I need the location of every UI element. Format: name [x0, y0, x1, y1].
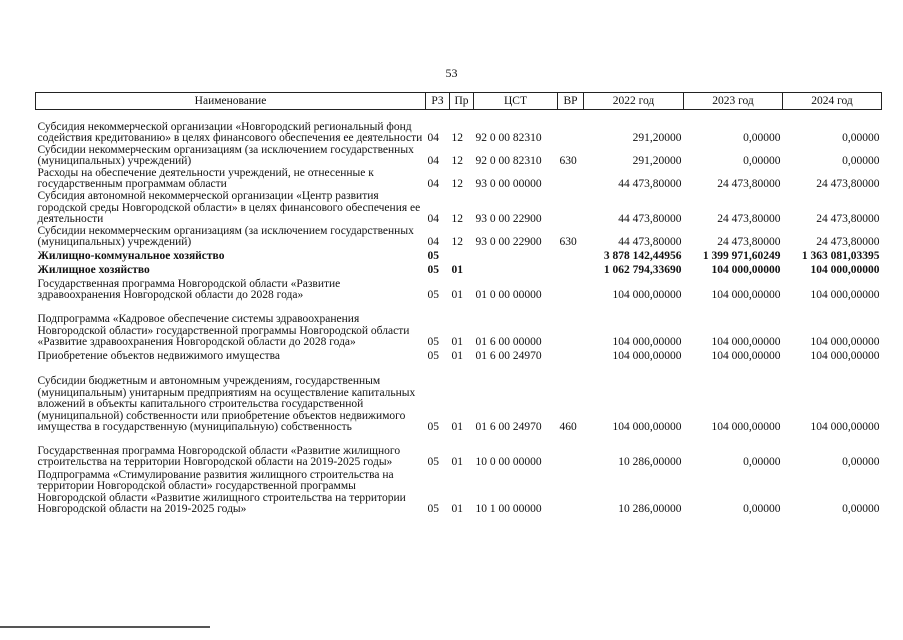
cell-2023: 0,00000 — [743, 456, 781, 468]
cell-2024: 0,00000 — [842, 503, 880, 515]
cell-2022: 104 000,00000 — [612, 421, 682, 433]
cell-vr — [558, 302, 584, 349]
cell-vr — [558, 434, 584, 469]
cell-cst: 93 0 00 22900 — [475, 236, 542, 248]
cell-pr: 01 — [451, 421, 463, 433]
table-row — [36, 434, 882, 469]
cell-cst — [474, 263, 558, 277]
cell-cst — [474, 249, 558, 263]
cell-cst: 92 0 00 82310 — [475, 155, 542, 167]
cell-vr — [558, 469, 584, 516]
cell-vr — [558, 263, 584, 277]
cell-rz: 05 — [427, 350, 439, 362]
cell-vr — [558, 249, 584, 263]
cell-2024: 24 473,80000 — [816, 178, 880, 190]
table-row — [36, 249, 882, 263]
cell-cst: 01 0 00 00000 — [475, 289, 542, 301]
cell-pr: 12 — [451, 155, 463, 167]
table-row — [36, 277, 882, 302]
cell-2024: 0,00000 — [842, 456, 880, 468]
header-rz: РЗ — [426, 93, 450, 110]
cell-2022: 44 473,80000 — [618, 236, 682, 248]
cell-2022: 104 000,00000 — [612, 350, 682, 362]
cell-cst: 10 1 00 00000 — [475, 503, 542, 515]
cell-2022: 44 473,80000 — [618, 178, 682, 190]
cell-2024: 24 473,80000 — [816, 213, 880, 225]
cell-2023: 0,00000 — [743, 155, 781, 167]
page-number: 53 — [445, 66, 458, 80]
cell-name: Субсидии некоммерческим организациям (за исключением государственных (муниципальных) учреждений) — [37, 143, 414, 167]
cell-cst: 10 0 00 00000 — [475, 456, 542, 468]
cell-rz: 04 — [427, 236, 439, 248]
cell-pr: 01 — [451, 264, 463, 276]
cell-2023: 24 473,80000 — [717, 213, 781, 225]
cell-2024: 104 000,00000 — [810, 289, 880, 301]
cell-vr — [558, 277, 584, 302]
cell-2023: 104 000,00000 — [711, 289, 781, 301]
cell-rz: 04 — [427, 132, 439, 144]
table-row — [36, 349, 882, 363]
cell-name: Государственная программа Новгородской области «Развитие здравоохранения Новгородской области до 2028 года» — [37, 277, 341, 301]
cell-2023: 104 000,00000 — [711, 264, 781, 276]
cell-pr: 12 — [451, 213, 463, 225]
table-body — [36, 110, 882, 516]
budget-table — [35, 92, 882, 516]
cell-vr: 460 — [559, 421, 577, 433]
cell-cst: 01 6 00 24970 — [475, 421, 542, 433]
cell-name: Жилищно-коммунальное хозяйство — [37, 250, 225, 262]
cell-name: Субсидия автономной некоммерческой организации «Центр развития городской среды Новгородской области» в целях финансового обеспечения ее деятельности — [37, 190, 421, 225]
header-pr: Пр — [450, 93, 474, 110]
cell-pr — [450, 249, 474, 263]
cell-pr: 01 — [451, 350, 463, 362]
cell-rz: 05 — [427, 456, 439, 468]
cell-vr: 630 — [559, 155, 577, 167]
cell-2022: 291,20000 — [632, 132, 682, 144]
cell-rz: 05 — [427, 421, 439, 433]
cell-2022: 10 286,00000 — [618, 456, 682, 468]
cell-name: Субсидия некоммерческой организации «Новгородский региональный фонд содействия кредитованию» в целях финансового обеспечения ее деятельности — [37, 120, 423, 144]
cell-pr: 01 — [451, 503, 463, 515]
cell-rz: 05 — [427, 264, 439, 276]
cell-2023: 24 473,80000 — [717, 178, 781, 190]
cell-2022: 1 062 794,33690 — [603, 264, 682, 276]
cell-rz: 05 — [427, 336, 439, 348]
cell-pr: 01 — [451, 289, 463, 301]
cell-2022: 291,20000 — [632, 155, 682, 167]
cell-rz: 05 — [427, 250, 439, 262]
cell-2022: 44 473,80000 — [618, 213, 682, 225]
cell-name: Подпрограмма «Стимулирование развития жилищного строительства на территории Новгородской области» государственной программы Новгородской области «Развитие жилищного строительства на территории Новгородской области на 2019-2025 годы» — [37, 468, 406, 515]
cell-2024: 104 000,00000 — [810, 336, 880, 348]
table-row — [36, 302, 882, 349]
cell-pr: 01 — [451, 336, 463, 348]
cell-2024: 0,00000 — [842, 132, 880, 144]
cell-name: Приобретение объектов недвижимого имущества — [37, 350, 280, 362]
cell-rz: 05 — [427, 289, 439, 301]
cell-2022: 104 000,00000 — [612, 336, 682, 348]
cell-cst: 93 0 00 22900 — [475, 213, 542, 225]
cell-2024: 104 000,00000 — [810, 350, 880, 362]
cell-rz: 04 — [427, 155, 439, 167]
table-row — [36, 469, 882, 516]
header-name: Наименование — [36, 93, 426, 110]
table-row — [36, 110, 882, 145]
cell-name: Жилищное хозяйство — [37, 264, 150, 276]
cell-2022: 10 286,00000 — [618, 503, 682, 515]
cell-rz: 04 — [427, 178, 439, 190]
cell-vr — [558, 191, 584, 226]
header-cst: ЦСТ — [474, 93, 558, 110]
table-header — [36, 93, 882, 110]
cell-name: Государственная программа Новгородской области «Развитие жилищного строительства на территории Новгородской области на 2019-2025 годы» — [37, 444, 401, 468]
cell-2023: 1 399 971,60249 — [702, 250, 781, 262]
cell-cst: 93 0 00 00000 — [475, 178, 542, 190]
cell-2022: 3 878 142,44956 — [603, 250, 682, 262]
cell-2023: 0,00000 — [743, 132, 781, 144]
cell-vr — [558, 110, 584, 145]
cell-vr — [558, 168, 584, 191]
cell-vr — [558, 349, 584, 363]
cell-2024: 1 363 081,03395 — [801, 250, 880, 262]
cell-2023: 0,00000 — [743, 503, 781, 515]
cell-name: Подпрограмма «Кадровое обеспечение системы здравоохранения Новгородской области» государственной программы Новгородской области «Развитие здравоохранения Новгородской области до 2028 года» — [37, 313, 410, 348]
cell-2023: 104 000,00000 — [711, 421, 781, 433]
table-row — [36, 363, 882, 434]
cell-2024: 104 000,00000 — [810, 421, 880, 433]
header-2022: 2022 год — [584, 93, 684, 110]
cell-pr: 12 — [451, 236, 463, 248]
cell-cst: 01 6 00 24970 — [475, 350, 542, 362]
cell-2023: 104 000,00000 — [711, 336, 781, 348]
cell-name: Субсидии некоммерческим организациям (за исключением государственных (муниципальных) учреждений) — [37, 224, 414, 248]
header-2024: 2024 год — [783, 93, 882, 110]
budget-table-container — [35, 92, 881, 516]
cell-2023: 104 000,00000 — [711, 350, 781, 362]
cell-vr: 630 — [559, 236, 577, 248]
cell-2024: 104 000,00000 — [810, 264, 880, 276]
table-row — [36, 168, 882, 191]
cell-rz: 05 — [427, 503, 439, 515]
cell-2023: 24 473,80000 — [717, 236, 781, 248]
table-row — [36, 145, 882, 168]
header-vr: ВР — [558, 93, 584, 110]
header-2023: 2023 год — [684, 93, 783, 110]
table-row — [36, 263, 882, 277]
footer-rule — [0, 626, 210, 628]
cell-pr: 01 — [451, 456, 463, 468]
cell-pr: 12 — [451, 178, 463, 190]
cell-name: Субсидии бюджетным и автономным учреждениям, государственным (муниципальным) унитарным предприятиям на осуществление капитальных вложений в объекты капитального строительства государственной (муниципальной) собственности или приобретение объектов недвижимого имущества в государственную (муниципальную) собственность — [37, 375, 416, 433]
cell-2024: 24 473,80000 — [816, 236, 880, 248]
cell-2022: 104 000,00000 — [612, 289, 682, 301]
cell-cst: 01 6 00 00000 — [475, 336, 542, 348]
cell-2024: 0,00000 — [842, 155, 880, 167]
cell-cst: 92 0 00 82310 — [475, 132, 542, 144]
cell-rz: 04 — [427, 213, 439, 225]
cell-pr: 12 — [451, 132, 463, 144]
table-row — [36, 226, 882, 249]
table-row — [36, 191, 882, 226]
cell-name: Расходы на обеспечение деятельности учреждений, не отнесенные к государственным программам области — [37, 166, 374, 190]
